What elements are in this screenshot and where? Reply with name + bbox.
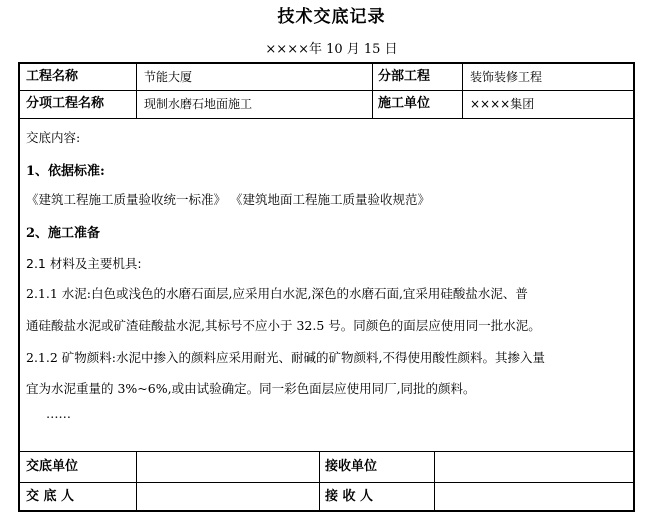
division-label: 分部工程 [378, 69, 431, 84]
item-2-1: 2.1 材料及主要机具: [26, 256, 142, 271]
item-2-1-1-line1: 2.1.1 水泥:白色或浅色的水磨石面层,应采用白水泥,深色的水磨石面,宜采用硅酸盐水泥、普 [26, 286, 528, 301]
subproject-name-label: 分项工程名称 [26, 96, 105, 111]
receiver-label: 接 收 人 [325, 489, 374, 504]
item-2-1-2-line1: 2.1.2 矿物颜料:水泥中掺入的颜料应采用耐光、耐碱的矿物颜料,不得使用酸性颜料。其掺入量 [26, 350, 545, 365]
handover-unit-label: 交底单位 [26, 459, 79, 474]
handover-person-label: 交 底 人 [26, 489, 75, 504]
project-name-value: 节能大厦 [144, 70, 193, 84]
division-value: 装饰装修工程 [470, 70, 543, 84]
column-divider [434, 451, 435, 510]
row-divider [20, 482, 633, 483]
column-divider [136, 451, 137, 510]
row-divider [20, 451, 633, 452]
document-title: 技术交底记录 [277, 7, 386, 27]
document-date: ××××年 10 月 15 日 [265, 42, 398, 57]
section-1-title: 1、依据标准: [26, 164, 105, 179]
row-divider [20, 90, 633, 91]
row-divider [20, 118, 633, 119]
item-2-1-1-line2: 通硅酸盐水泥或矿渣硅酸盐水泥,其标号不应小于 32.5 号。同颜色的面层应使用同一批水泥。 [26, 318, 541, 333]
content-ellipsis: …… [46, 406, 71, 421]
project-name-label: 工程名称 [26, 69, 79, 84]
section-2-title: 2、施工准备 [26, 226, 101, 241]
column-divider [319, 451, 320, 510]
contractor-label: 施工单位 [378, 96, 431, 111]
column-divider [136, 64, 137, 118]
section-1-body: 《建筑工程施工质量验收统一标准》 《建筑地面工程施工质量验收规范》 [26, 192, 430, 207]
column-divider [462, 64, 463, 118]
column-divider [372, 64, 373, 118]
content-intro: 交底内容: [26, 130, 81, 145]
receiving-unit-label: 接收单位 [325, 459, 378, 474]
contractor-value: ××××集团 [470, 97, 535, 111]
subproject-name-value: 现制水磨石地面施工 [144, 97, 253, 111]
record-table [18, 62, 635, 512]
item-2-1-2-line2: 宜为水泥重量的 3%~6%,或由试验确定。同一彩色面层应使用同厂,同批的颜料。 [26, 381, 476, 396]
